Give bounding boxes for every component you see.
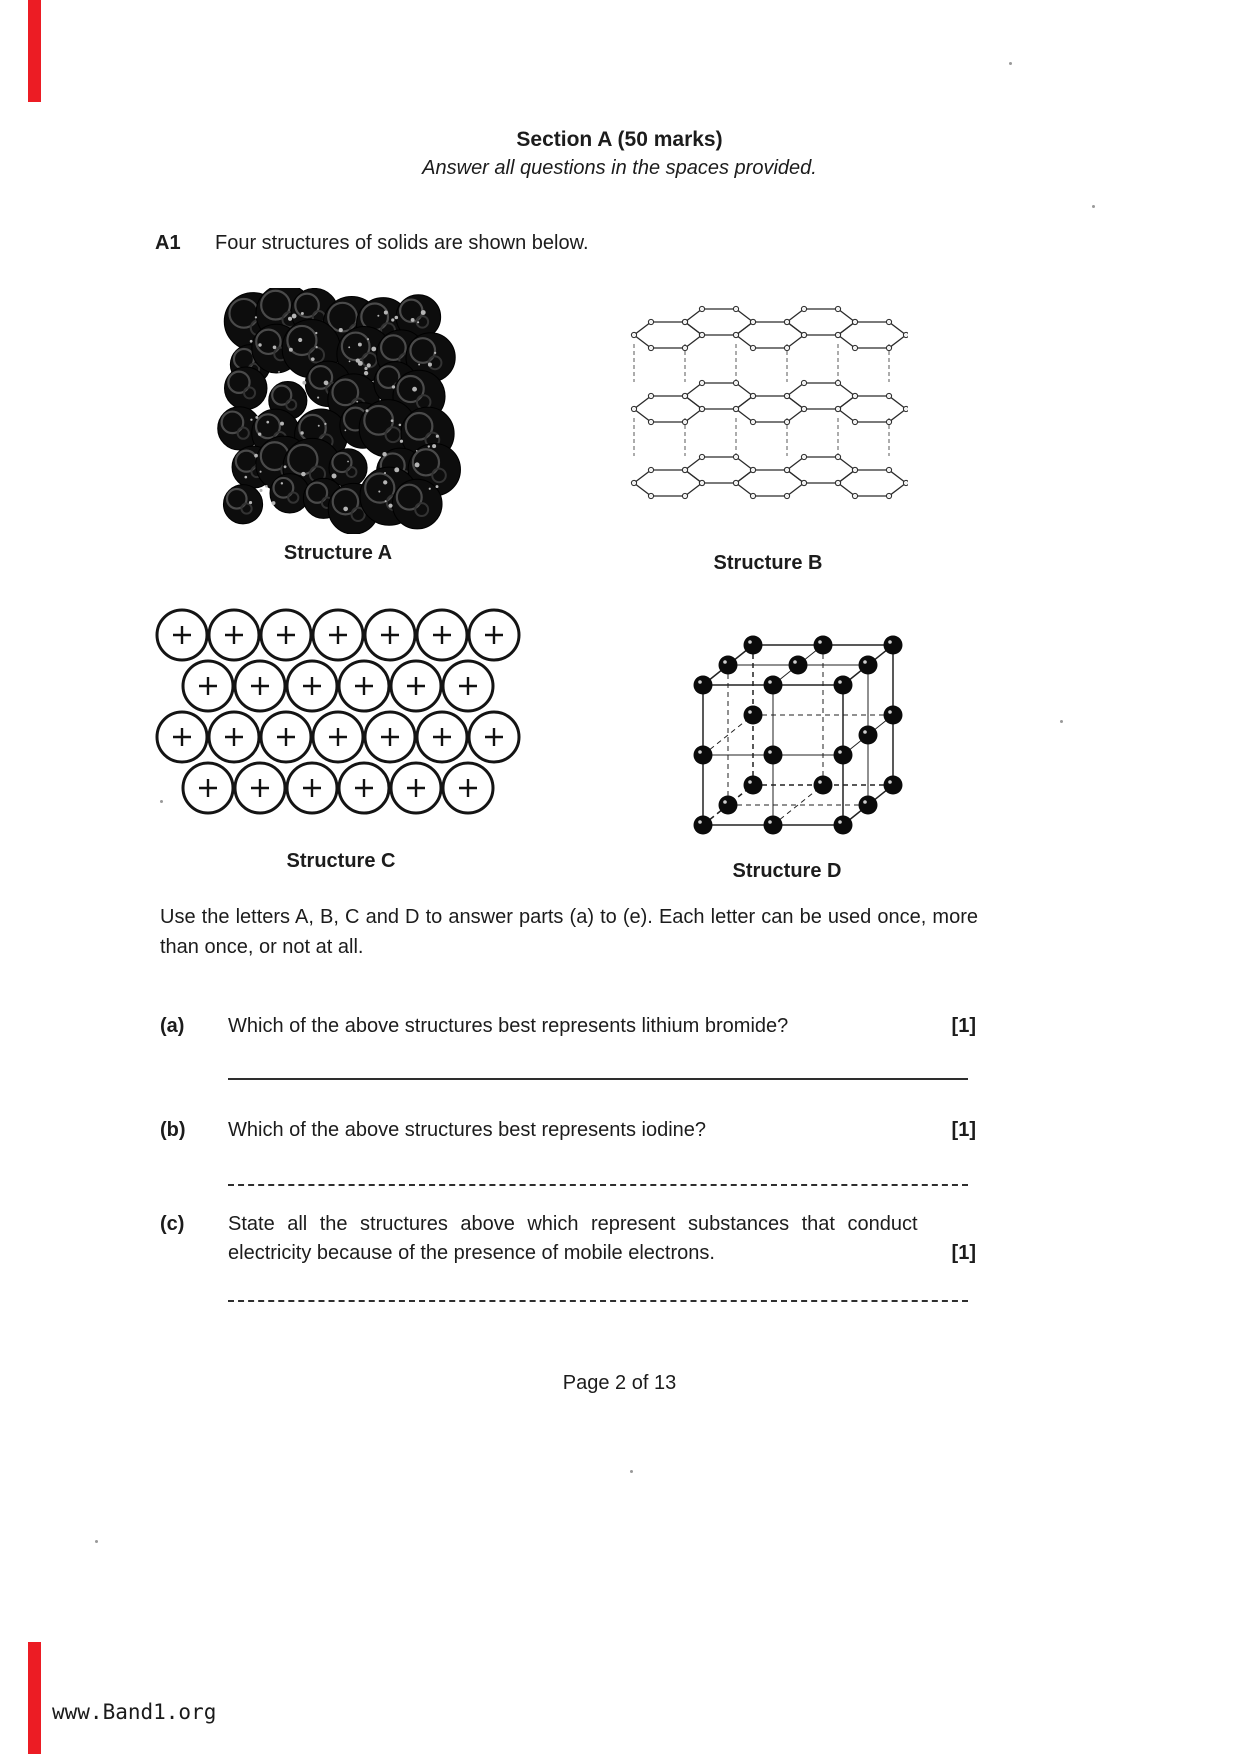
- scan-speck: [1009, 62, 1012, 65]
- question-part-a: [160, 1012, 976, 1041]
- part-a-text: Which of the above structures best represents lithium bromide?: [228, 1015, 789, 1037]
- answer-line-c: [228, 1300, 968, 1302]
- part-a-id: (a): [160, 1015, 185, 1037]
- question-part-b: [160, 1116, 976, 1145]
- question-intro: Four structures of solids are shown below.: [215, 232, 589, 254]
- watermark-url: www.Band1.org: [52, 1700, 217, 1724]
- scan-red-mark-top: [28, 0, 41, 102]
- part-b-marks: [1]: [951, 1119, 976, 1141]
- page-number: Page 2 of 13: [562, 1372, 677, 1394]
- answer-line-a: [228, 1078, 968, 1080]
- structure-a-label: Structure A: [283, 542, 393, 564]
- instruction-paragraph: Use the letters A, B, C and D to answer parts (a) to (e). Each letter can be used once, more than once, or not at all.: [160, 906, 978, 958]
- scan-speck: [630, 1470, 633, 1473]
- scan-speck: [1092, 205, 1095, 208]
- part-c-marks: [1]: [951, 1242, 976, 1264]
- structure-a-image: [212, 288, 464, 534]
- scan-red-mark-bottom: [28, 1642, 41, 1754]
- answer-line-b: [228, 1184, 968, 1186]
- structure-d-label: Structure D: [732, 860, 842, 882]
- question-number: A1: [155, 232, 181, 254]
- part-b-text: Which of the above structures best represents iodine?: [228, 1119, 707, 1141]
- structure-b-figure: [628, 282, 908, 522]
- part-b-id: (b): [160, 1119, 186, 1141]
- scan-speck: [1060, 720, 1063, 723]
- structure-c-figure: [152, 606, 530, 818]
- structure-b-label: Structure B: [713, 552, 823, 574]
- question-part-c: [160, 1210, 976, 1268]
- part-a-marks: [1]: [951, 1015, 976, 1037]
- structure-c-image: [152, 606, 530, 818]
- scan-speck: [160, 800, 163, 803]
- question-a1-row: [155, 232, 985, 255]
- structure-c-label: Structure C: [286, 850, 396, 872]
- section-subtitle: Answer all questions in the spaces provided.: [422, 157, 817, 179]
- structure-d-image: [648, 610, 926, 844]
- structure-d-figure: [648, 610, 926, 844]
- structure-b-image: [628, 282, 908, 522]
- scan-speck: [95, 1540, 98, 1543]
- section-title: Section A (50 marks): [516, 128, 723, 151]
- part-c-id: (c): [160, 1213, 185, 1235]
- structure-a-figure: [212, 288, 464, 534]
- part-c-text: State all the structures above which represent substances that conduct electricity because of the presence of mobile electrons.: [228, 1213, 918, 1264]
